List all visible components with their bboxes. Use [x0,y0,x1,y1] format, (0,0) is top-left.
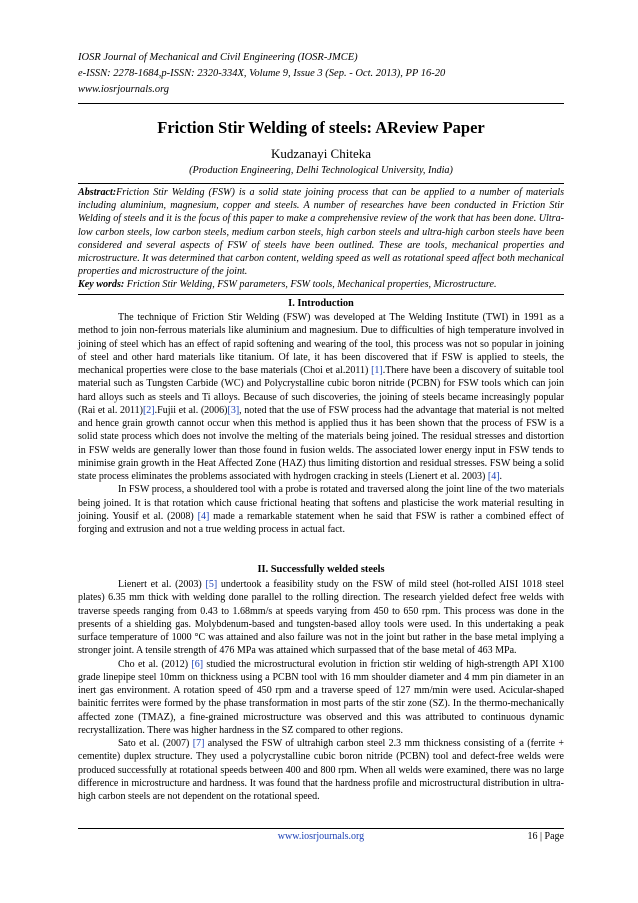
author-name: Kudzanayi Chiteka [271,146,371,161]
text-run: The technique of Friction Stir Welding (FSW) was developed at The Welding Institute (TWI) in 1991 as a method to join non-ferrous materials like aluminium and magnesium. Due to difficulties of high temperature involved in joining of steel which has an effect of rapid softening and wearing of the tool, this process was not so popular in joining of steel and other hard materials like titanium. Of late, it has been discovered that if FSW is applied to steels, the mechanical properties were close to the base materials (Choi et al.2011) [78,312,564,376]
citation-link[interactable]: [5] [205,579,218,590]
intro-paragraph-2 [78,483,564,536]
text-run: . [499,471,503,482]
abstract-label: Abstract: [78,187,117,198]
steels-paragraph-1 [78,578,564,658]
text-run: Cho et al. (2012) [118,658,192,670]
citation-link[interactable]: [2] [142,404,155,416]
footer-site-link[interactable]: www.iosrjournals.org [277,831,365,842]
abstract-top-rule [78,183,564,184]
keywords-rule [78,294,564,295]
paper-title: Friction Stir Welding of steels: AReview Paper [157,118,485,137]
welded-steels-body [78,578,564,803]
text-run: .Fujii et al. (2006) [154,404,228,416]
text-run: undertook a feasibility study on the FSW of mild steel (hot-rolled AISI 1018 steel plates) 6.35 mm thick with welding done parallel to the rolling direction. The research yielded defect free welds with traverse speeds ranging from 0.43 to 1.68mm/s at speeds varying from 450 to 650 rpm. This process was done in the presents of a shielding gas. Molybdenum-based and tungsten-based alloy tools were used. In this undertaking a peak surface temperature of 1000 °C was attained and also failure was not in the joint but rather in the base metal implying a stronger joint. A tensile strength of 476 MPa was attained which surpassed that of the base metal of 463 MPa. [78,579,564,657]
section-heading-introduction: I. Introduction [288,298,354,309]
abstract-text: Friction Stir Welding (FSW) is a solid state joining process that can be applied to a number of materials including aluminium, magnesium, copper and steels. A number of researches have been conducted in Friction Stir Welding of steels and it is the focus of this paper to make a comprehensive review of the work that has been done. Ultra-low carbon steels, low carbon steels, medium carbon steels, high carbon steels and ultra-high carbon steels have been considered and several aspects of FSW of steels have been outlined. These are tools, mechanical properties and microstructure. It was determined that carbon content, welding speed as well as rotational speed affect both mechanical properties and microstructure of the joint. [78,187,564,278]
keywords [78,279,564,290]
section-heading-welded-steels: II. Successfully welded steels [257,564,385,575]
citation-link[interactable]: [7] [192,738,205,749]
text-run: Lienert et al. (2003) [118,579,206,590]
citation-link[interactable]: [1] [371,365,383,376]
keywords-label: Key words: [78,279,125,290]
footer-rule [78,828,564,829]
abstract [78,186,564,278]
citation-link[interactable]: [3] [227,404,240,416]
text-run: analysed the FSW of ultrahigh carbon steel 2.3 mm thickness consisting of a (ferrite + cementite) duplex structure. They used a polycrystalline cubic boron nitride (PCBN) tool and defect-free welds were produced successfully at rotational speeds between 400 and 800 rpm. When all welds were examined, there was no large difference in microstructure and hardness. It was found that the hardness profile and microstructural distribution in ultra-high carbon steels are not dependent on the rotational speed. [78,738,565,802]
intro-paragraph-1 [78,311,564,483]
introduction-body [78,311,564,536]
header-rule [78,103,564,104]
text-run: , noted that the use of FSW process had the advantage that material is not melted and hence grain growth cannot occur when this method is applied thus it has been shown that the process of FSW is a solid state process which does not involve the melting of the materials being joined. The residual stresses and distortion in FSW welds are generally lower than those found in fusion welds. The associated lower energy input in FSW tends to minimise grain growth in the Heat Affected Zone (HAZ) thus limiting distortion and residual stresses. FSW being a solid state process eliminates the problems associated with hydrogen cracking in steels (Lienert et al. 2003) [78,404,565,482]
author-affiliation: (Production Engineering, Delhi Technological University, India) [189,165,453,176]
citation-link[interactable]: [6] [191,658,204,670]
steels-paragraph-3 [78,737,564,803]
steels-paragraph-2 [78,658,564,738]
text-run: made a remarkable statement when he said that FSW is rather a combined effect of forging and extrusion and not a true welding process in actual fact. [78,510,564,535]
journal-header [78,50,568,98]
journal-site[interactable]: www.iosrjournals.org [78,84,170,95]
text-run: .There have been a discovery of suitable tool material such as Tungsten Carbide (WC) and Polycrystalline cubic boron nitride (PCBN) for FSW tools which can join hard alloys such as steels and Ti alloys. Because of such discoveries, the joining of steels became increasingly popular (Rai et al. 2011) [78,365,565,416]
keywords-text: Friction Stir Welding, FSW parameters, FSW tools, Mechanical properties, Microstructure. [126,279,497,290]
footer-page-number: 16 | Page [527,831,564,842]
journal-issn: e-ISSN: 2278-1684,p-ISSN: 2320-334X, Volume 9, Issue 3 (Sep. - Oct. 2013), PP 16-20 [78,68,446,79]
text-run: In FSW process, a shouldered tool with a probe is rotated and traversed along the joint line of the two materials being joined. It is that rotation which cause frictional heating that softens and plasticise the work material resulting in joining. Yousif et al. (2008) [78,484,564,522]
citation-link[interactable]: [4] [487,471,500,482]
journal-name: IOSR Journal of Mechanical and Civil Engineering (IOSR-JMCE) [78,52,358,63]
text-run: Sato et al. (2007) [118,738,193,749]
citation-link[interactable]: [4] [197,510,210,522]
text-run: studied the microstructural evolution in friction stir welding of high-strength API X100 grade linepipe steel 10mm on thickness using a PCBN tool with 16 mm shoulder diameter and 4 mm pin diameter in an inert gas environment. A rotation speed of 450 rpm and a traverse speed of 127 mm/min were used. Acicular-shaped bainitic ferrites were formed by the phase transformation in most parts of the stir zone (SZ). In the thermo-mechanically affected zone (TMAZ), a fine-grained microstructure was observed and this was attributed to continuous dynamic recrystallization. There was higher hardness in the SZ compared to other regions. [78,658,564,736]
